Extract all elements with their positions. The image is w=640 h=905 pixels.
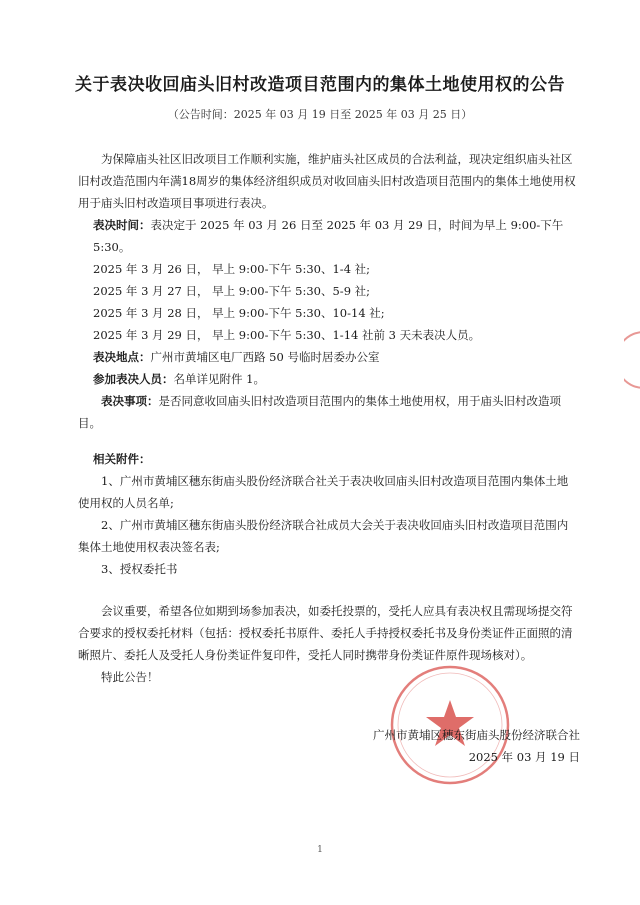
document-title: 关于表决收回庙头旧村改造项目范围内的集体土地使用权的公告 — [75, 75, 565, 95]
notice-period: （公告时间：2025 年 03 月 19 日至 2025 年 03 月 25 日） — [167, 108, 473, 121]
matter-line — [78, 390, 578, 434]
matter-text: 是否同意收回庙头旧村改造项目范围内的集体土地使用权，用于庙头旧村改造项目。 — [78, 394, 561, 430]
location-text: 广州市黄埔区电厂西路 50 号临时居委办公室 — [150, 350, 380, 364]
vote-time-label: 表决时间： — [93, 218, 151, 232]
signature-organization: 广州市黄埔区穗东街庙头股份经济联合社 — [373, 728, 580, 742]
attachments-heading: 相关附件： — [93, 452, 151, 466]
location-label: 表决地点： — [93, 350, 151, 364]
schedule-item: 2025 年 3 月 27 日， 早上 9:00-下午 5:30、5-9 社; — [93, 284, 371, 298]
signature-date: 2025 年 03 月 19 日 — [468, 750, 580, 764]
participants-label: 参加表决人员： — [93, 372, 174, 386]
participants-line — [78, 368, 578, 390]
vote-time-text: 表决定于 2025 年 03 月 26 日至 2025 年 03 月 29 日，时间为早上 9:00-下午 5:30。 — [93, 218, 564, 254]
attachment-item: 1、广州市黄埔区穗东街庙头股份经济联合社关于表决收回庙头旧村改造项目范围内集体土地使用权的人员名单; — [78, 474, 569, 510]
schedule-item: 2025 年 3 月 26 日， 早上 9:00-下午 5:30、1-4 社; — [93, 262, 371, 276]
attachment-item: 3、授权委托书 — [101, 562, 178, 576]
attachment-item: 2、广州市黄埔区穗东街庙头股份经济联合社成员大会关于表决收回庙头旧村改造项目范围内集体土地使用权表决签名表; — [78, 518, 569, 554]
location-line — [78, 346, 578, 368]
schedule-item: 2025 年 3 月 29 日， 早上 9:00-下午 5:30、1-14 社前 3 天未表决人员。 — [93, 328, 481, 342]
vote-time-line — [78, 214, 578, 258]
closing-line: 特此公告！ — [101, 670, 159, 684]
participants-text: 名单详见附件 1。 — [173, 372, 265, 386]
edge-seal-fragment — [624, 330, 640, 390]
notice-paragraph: 会议重要，希望各位如期到场参加表决，如委托投票的，受托人应具有表决权且需现场提交符合要求的授权委托材料（包括：授权委托书原件、委托人手持授权委托书及身份类证件正面照的清晰照片、委托人及受托人身份类证件复印件，受托人同时携带身份类证件原件现场核对）。 — [78, 604, 573, 662]
page-number: 1 — [317, 845, 323, 855]
schedule-item: 2025 年 3 月 28 日， 早上 9:00-下午 5:30、10-14 社; — [93, 306, 385, 320]
official-seal — [385, 660, 515, 790]
document-body — [78, 148, 578, 688]
intro-paragraph: 为保障庙头社区旧改项目工作顺利实施，维护庙头社区成员的合法利益，现决定组织庙头社区旧村改造范围内年满18周岁的集体经济组织成员对收回庙头旧村改造项目范围内的集体土地使用权用于庙头旧村改造项目事项进行表决。 — [78, 152, 576, 210]
matter-label: 表决事项： — [101, 394, 159, 408]
